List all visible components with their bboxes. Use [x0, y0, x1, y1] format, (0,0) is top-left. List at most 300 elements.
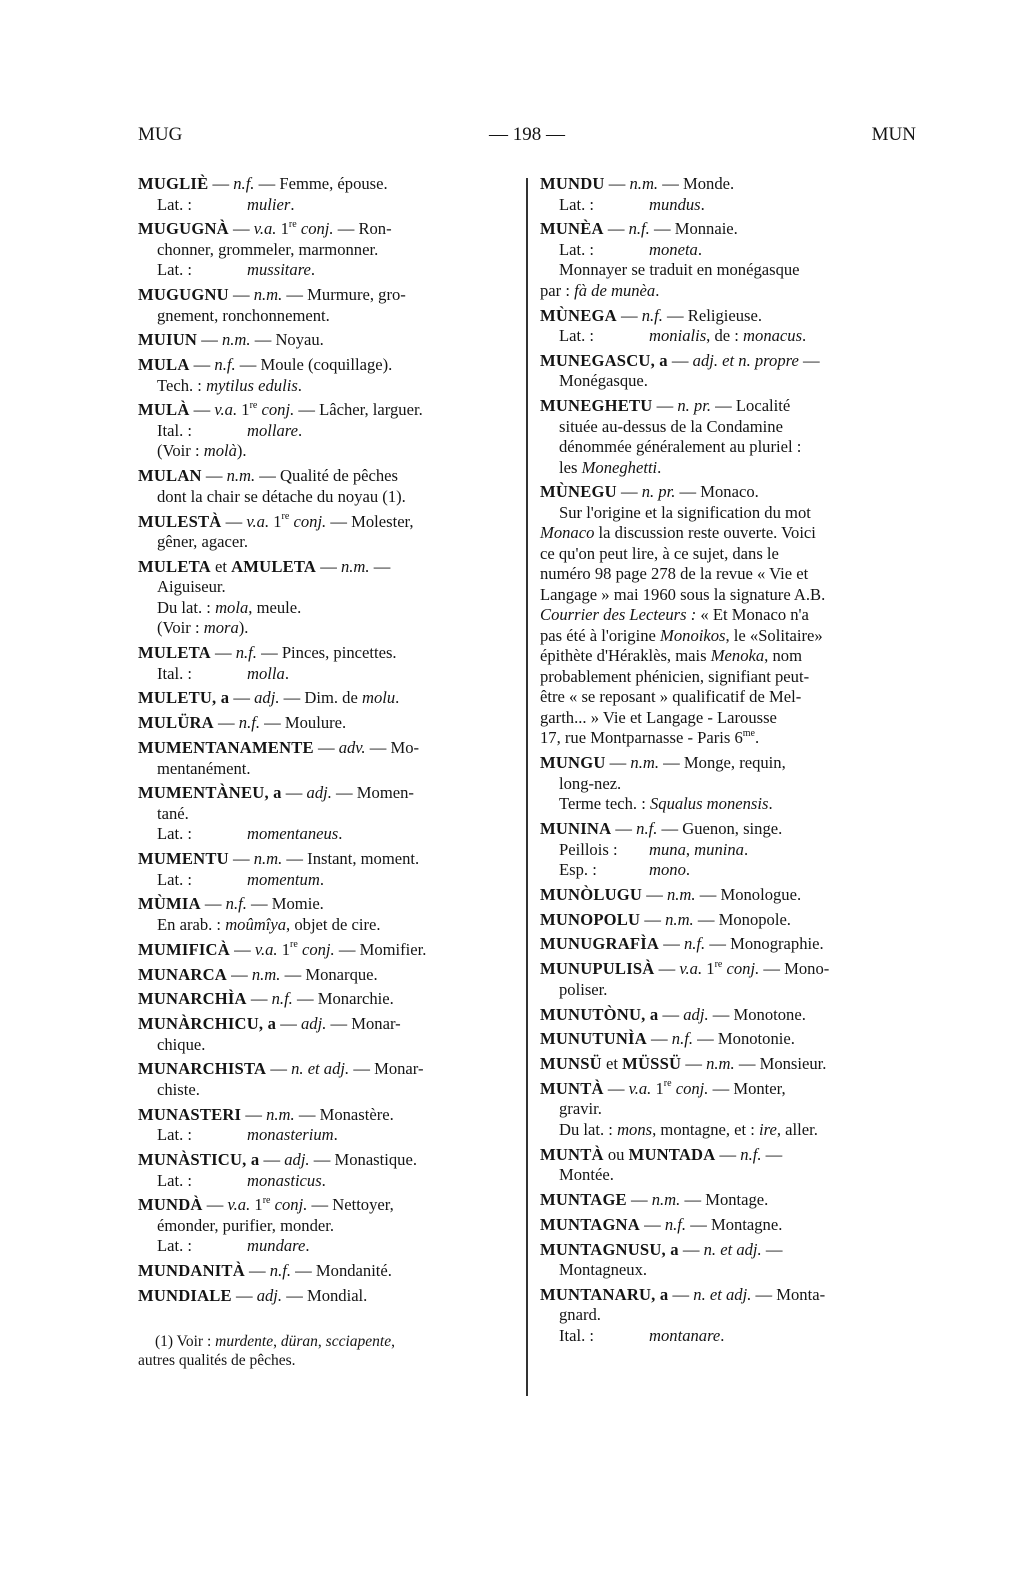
- text: — Montage.: [680, 1190, 769, 1210]
- text: 1: [250, 1195, 263, 1215]
- text: — Monarque.: [280, 964, 378, 984]
- headword: MUNASTERI: [138, 1104, 242, 1124]
- text: Terme tech. :: [559, 794, 650, 814]
- italic-text: adj.: [683, 1004, 709, 1024]
- headword: MUNTAGE: [540, 1190, 627, 1210]
- italic-text: adj.: [284, 1150, 310, 1170]
- source-label: Lat. :: [157, 1170, 193, 1190]
- superscript: re: [288, 218, 297, 230]
- text: — Monarchie.: [292, 989, 394, 1009]
- text: —: [667, 350, 693, 370]
- text: .: [768, 794, 773, 814]
- entry-note: [138, 195, 515, 216]
- text: —: [658, 1004, 684, 1024]
- source-label: Esp. :: [559, 860, 597, 880]
- text: chiste.: [157, 1079, 200, 1099]
- dictionary-entry: [138, 940, 515, 961]
- entry-note: [540, 860, 917, 881]
- entry-note: [138, 1125, 515, 1146]
- italic-text: muna: [649, 839, 686, 859]
- footnote: [138, 1332, 515, 1370]
- superscript: re: [249, 399, 258, 411]
- italic-text: Menoka: [710, 646, 765, 666]
- italic-text: n.f.: [269, 1261, 291, 1281]
- entry-headline: [138, 989, 515, 1010]
- entry-headline: [138, 330, 515, 351]
- source-label: Ital. :: [157, 663, 193, 683]
- entry-headline: [138, 1014, 515, 1035]
- entry-note: [138, 1171, 515, 1192]
- italic-text: mytilus edulis: [206, 375, 298, 395]
- source-label: Ital. :: [157, 420, 193, 440]
- text: — Moulure.: [259, 713, 347, 733]
- italic-text: conj.: [300, 219, 334, 239]
- text: , de :: [706, 326, 744, 346]
- dictionary-entry: [540, 910, 917, 931]
- dictionary-entry: [138, 174, 515, 215]
- text: —: [231, 1285, 257, 1305]
- entry-headline: [138, 400, 515, 421]
- text: —: [761, 1144, 783, 1164]
- text: chonner, grommeler, marmonner.: [157, 239, 379, 259]
- italic-text: n.f.: [235, 643, 257, 663]
- dictionary-entry: [138, 557, 515, 639]
- headword: MUIUN: [138, 330, 198, 350]
- entry-note: [138, 824, 515, 845]
- dictionary-entry: [138, 1286, 515, 1307]
- text: — Guenon, singe.: [657, 819, 783, 839]
- entry-headline: [138, 849, 515, 870]
- text: —: [681, 1054, 707, 1074]
- entry-headline: [540, 1215, 917, 1236]
- dictionary-entry: [138, 1261, 515, 1282]
- headword: MUGUGNU: [138, 285, 229, 305]
- entry-note: [540, 503, 917, 524]
- dictionary-entry: [138, 355, 515, 396]
- source-label: Lat. :: [157, 1125, 193, 1145]
- text: —: [640, 909, 666, 929]
- dictionary-entry: [138, 285, 515, 326]
- text: Montagneux.: [559, 1260, 648, 1280]
- italic-text: mundus: [649, 194, 701, 214]
- text: —: [611, 819, 637, 839]
- text: — Monopole.: [693, 909, 791, 929]
- italic-text: n.m.: [251, 964, 281, 984]
- headword: MUNINA: [540, 819, 612, 839]
- headword: MUMENTU: [138, 849, 229, 869]
- dictionary-entry: [540, 934, 917, 955]
- superscript: re: [663, 1078, 672, 1090]
- italic-text: adj.: [301, 1014, 327, 1034]
- entry-note: [138, 376, 515, 397]
- dictionary-entry: [138, 643, 515, 684]
- text: .: [743, 839, 749, 859]
- dictionary-entry: [540, 1215, 917, 1236]
- dictionary-entry: [138, 330, 515, 351]
- italic-text: mons: [617, 1119, 653, 1139]
- headword: MUGUGNÀ: [138, 219, 229, 239]
- text: tané.: [157, 803, 189, 823]
- text: ce qu'on peut lire, à ce sujet, dans le: [540, 543, 779, 563]
- italic-text: n.f.: [238, 713, 260, 733]
- entry-paragraph: [540, 646, 917, 667]
- entry-headline: [138, 894, 515, 915]
- italic-text: n.m.: [221, 330, 251, 350]
- text: ).: [236, 441, 247, 461]
- text: .: [657, 457, 662, 477]
- text: poliser.: [559, 979, 608, 999]
- headword: MUNEGHETU: [540, 396, 653, 416]
- headword: MUNDÀ: [138, 1195, 203, 1215]
- source-label: Lat. :: [157, 260, 193, 280]
- dictionary-entry: [540, 174, 917, 215]
- text: 1: [702, 959, 715, 979]
- italic-text: molu: [361, 688, 396, 708]
- entry-paragraph: [540, 687, 917, 708]
- text: — Dim. de: [279, 688, 362, 708]
- dictionary-entry: [138, 849, 515, 890]
- text: — Montagne.: [686, 1214, 783, 1234]
- text: — Monge, requin,: [659, 753, 786, 773]
- dictionary-entry: [138, 713, 515, 734]
- text: gnard.: [559, 1305, 601, 1325]
- entry-headline: [138, 512, 515, 533]
- dictionary-entry: [138, 512, 515, 553]
- headword: MUNÀSTICU, a: [138, 1150, 260, 1170]
- text: (1) Voir :: [155, 1333, 216, 1351]
- entry-headline: [540, 1145, 917, 1166]
- headword: MUNTAGNA: [540, 1214, 640, 1234]
- headword: MUGLIÈ: [138, 174, 209, 193]
- text: .: [700, 194, 705, 214]
- text: ,: [317, 1333, 326, 1351]
- italic-text: conj.: [301, 939, 335, 959]
- headword: MUNUGRAFÌA: [540, 934, 660, 954]
- text: les: [559, 457, 582, 477]
- text: — Mo-: [365, 738, 420, 758]
- text: —: [678, 1239, 704, 1259]
- entry-note: [540, 195, 917, 216]
- text: — Monastère.: [294, 1104, 394, 1124]
- italic-text: n.m.: [266, 1104, 295, 1124]
- text: — Moule (coquillage).: [235, 355, 393, 375]
- text: — Mono-: [759, 959, 830, 979]
- header-right-guideword: MUN: [871, 124, 916, 145]
- text: Monégasque.: [559, 371, 648, 391]
- italic-text: n.m.: [666, 884, 696, 904]
- entry-headline: [138, 643, 515, 664]
- text: —: [197, 330, 222, 350]
- text: —: [642, 884, 667, 904]
- entry-headline: [138, 1150, 515, 1171]
- text: 1: [269, 511, 282, 531]
- italic-text: v.a.: [254, 939, 278, 959]
- text: —: [652, 396, 678, 416]
- text: ,: [391, 1333, 395, 1351]
- dictionary-entry: [138, 894, 515, 935]
- text: —: [646, 1029, 672, 1049]
- superscript: re: [290, 939, 298, 951]
- text: —: [208, 174, 234, 193]
- entry-headline: [540, 819, 917, 840]
- entry-paragraph: [540, 667, 917, 688]
- italic-text: conj.: [261, 400, 295, 420]
- italic-text: montanare: [649, 1325, 721, 1345]
- text: garth... » Vie et Langage - Larousse: [540, 707, 777, 727]
- footnote-line: [138, 1332, 515, 1351]
- dictionary-entry: [138, 783, 515, 845]
- entry-paragraph: [540, 564, 917, 585]
- entry-note: [138, 421, 515, 442]
- entry-continuation: [138, 759, 515, 780]
- entry-continuation: [138, 240, 515, 261]
- text: dénommée généralement au pluriel :: [559, 437, 802, 457]
- entry-headline: [138, 355, 515, 376]
- dictionary-entry: [540, 1145, 917, 1186]
- headword: MUNUPULISÀ: [540, 959, 655, 979]
- text: émonder, purifier, monder.: [157, 1215, 334, 1235]
- text: —: [228, 285, 254, 305]
- text: , objet de cire.: [286, 914, 381, 934]
- entry-note: [138, 260, 515, 281]
- text: — Monotone.: [708, 1004, 806, 1024]
- entry-continuation: [138, 487, 515, 508]
- italic-text: mussitare: [247, 260, 311, 280]
- entry-headline: [138, 466, 515, 487]
- text: Langage » mai 1960 sous la signature A.B.: [540, 584, 826, 604]
- entry-headline: [540, 1190, 917, 1211]
- column-divider: [526, 178, 528, 1396]
- dictionary-entry: [540, 1285, 917, 1347]
- text: — Noyau.: [250, 330, 324, 350]
- italic-text: n.m.: [630, 753, 659, 773]
- text: ,: [273, 1333, 281, 1351]
- headword: AMULETA: [231, 556, 317, 576]
- italic-text: n.f.: [233, 174, 255, 193]
- entry-continuation: [540, 437, 917, 458]
- italic-text: mollare: [247, 420, 299, 440]
- text: — Instant, moment.: [282, 849, 420, 869]
- italic-text: fà de munèa: [574, 280, 656, 300]
- text: —: [616, 305, 642, 325]
- text: —: [213, 713, 239, 733]
- entry-headline: [540, 396, 917, 417]
- entry-continuation: [138, 804, 515, 825]
- text: .: [319, 869, 324, 889]
- entry-headline: [138, 1059, 515, 1080]
- text: , aller.: [776, 1119, 818, 1139]
- headword: MÜSSÜ: [622, 1054, 682, 1074]
- text: —: [276, 1014, 301, 1034]
- entry-paragraph: [540, 626, 917, 647]
- dictionary-entry: [540, 959, 917, 1000]
- headword: MULÀ: [138, 400, 190, 420]
- entry-headline: [540, 1285, 917, 1306]
- entry-headline: [540, 306, 917, 327]
- entry-headline: [540, 1240, 917, 1261]
- dictionary-entry: [540, 1190, 917, 1211]
- text: —: [202, 1195, 228, 1215]
- text: —: [259, 1150, 285, 1170]
- italic-text: v.a.: [246, 511, 270, 531]
- italic-text: mora: [203, 618, 239, 638]
- entry-headline: [138, 1105, 515, 1126]
- italic-text: moûmîya: [225, 914, 287, 934]
- text: — Monnaie.: [649, 219, 738, 239]
- text: .: [655, 280, 660, 300]
- text: Montée.: [559, 1165, 614, 1185]
- dictionary-entry: [138, 219, 515, 281]
- text: — Monaco.: [675, 482, 759, 502]
- text: 1: [651, 1078, 664, 1098]
- text: — Murmure, gro-: [282, 285, 406, 305]
- italic-text: n. et adj.: [703, 1239, 762, 1259]
- text: long-nez.: [559, 773, 622, 793]
- dictionary-entry: [540, 482, 917, 749]
- entry-continuation: [540, 980, 917, 1001]
- text: —: [313, 738, 339, 758]
- italic-text: n.f.: [271, 989, 293, 1009]
- headword: MULETA: [138, 556, 211, 576]
- italic-text: n.f.: [664, 1214, 687, 1234]
- text: —: [761, 1239, 783, 1259]
- text: — Monographie.: [705, 934, 824, 954]
- headword: MULETU, a: [138, 688, 230, 708]
- dictionary-entry: [138, 989, 515, 1010]
- dictionary-entry: [138, 1059, 515, 1100]
- headword: MUNSÜ: [540, 1054, 602, 1074]
- headword: MUNTAGNUSU, a: [540, 1239, 679, 1259]
- text: — Lâcher, larguer.: [294, 400, 423, 420]
- text: , montagne, et :: [652, 1119, 760, 1139]
- source-label: Lat. :: [157, 1236, 193, 1256]
- text: — Monotonie.: [693, 1029, 795, 1049]
- text: — Momie.: [246, 894, 324, 914]
- entry-note: [540, 240, 917, 261]
- headword: MÙNEGA: [540, 305, 617, 325]
- superscript: re: [714, 958, 723, 970]
- text: —: [316, 556, 341, 576]
- entry-continuation: [540, 1305, 917, 1326]
- entry-continuation: [540, 417, 917, 438]
- text: (Voir :: [157, 618, 204, 638]
- dictionary-entry: [540, 219, 917, 301]
- headword: MUNUTÒNU, a: [540, 1004, 659, 1024]
- text: .: [284, 663, 289, 683]
- text: pas été à l'origine: [540, 625, 661, 645]
- headword: MUNÒLUGU: [540, 884, 643, 904]
- text: —: [605, 753, 631, 773]
- headword: MUNTADA: [628, 1144, 716, 1164]
- italic-text: v.a.: [253, 219, 277, 239]
- italic-text: n.f.: [628, 219, 650, 239]
- text: — Monsieur.: [734, 1054, 827, 1074]
- italic-text: mono: [649, 860, 686, 880]
- headword: MUNARCHÌA: [138, 989, 247, 1009]
- dictionary-entry: [138, 1195, 515, 1257]
- italic-text: monialis: [649, 326, 707, 346]
- entry-continuation: [540, 1260, 917, 1281]
- italic-text: n.m.: [253, 849, 283, 869]
- text: .: [297, 375, 302, 395]
- headword: MUMENTÀNEU, a: [138, 783, 282, 803]
- entry-headline: [540, 1079, 917, 1100]
- text: ou: [603, 1144, 629, 1164]
- dictionary-entry: [540, 351, 917, 392]
- entry-headline: [540, 1029, 917, 1050]
- headword: MULAN: [138, 466, 202, 486]
- italic-text: murdente: [215, 1333, 274, 1351]
- italic-text: n.m.: [253, 285, 283, 305]
- text: — Femme, épouse.: [254, 174, 388, 193]
- italic-text: n. et adj.: [291, 1059, 350, 1079]
- text: ,: [685, 839, 695, 859]
- text: gravir.: [559, 1099, 602, 1119]
- italic-text: n.f.: [636, 819, 658, 839]
- source-label: Peillois :: [559, 839, 618, 859]
- entry-headline: [138, 713, 515, 734]
- headword: MUNARCHISTA: [138, 1059, 267, 1079]
- text: —: [228, 219, 254, 239]
- text: probablement phénicien, signifiant peut-: [540, 666, 810, 686]
- entry-headline: [540, 910, 917, 931]
- italic-text: conj.: [726, 959, 760, 979]
- entry-note: [138, 664, 515, 685]
- text: située au-dessus de la Condamine: [559, 416, 783, 436]
- source-label: Lat. :: [559, 239, 595, 259]
- headword: MUNTANARU, a: [540, 1284, 669, 1304]
- text: — Momifier.: [334, 939, 427, 959]
- text: —: [603, 1078, 629, 1098]
- source-label: Ital. :: [559, 1325, 595, 1345]
- footnote-line: [138, 1351, 515, 1370]
- text: —: [626, 1190, 652, 1210]
- text: 1: [237, 400, 250, 420]
- text: .: [290, 194, 295, 214]
- entry-note: [138, 1236, 515, 1257]
- italic-text: n.m.: [706, 1054, 735, 1074]
- text: Tech. :: [157, 375, 207, 395]
- entry-continuation: [138, 306, 515, 327]
- entry-note: [138, 618, 515, 639]
- headword: MUNOPOLU: [540, 909, 641, 929]
- text: .: [305, 1236, 310, 1256]
- italic-text: n.m.: [340, 556, 370, 576]
- entry-continuation: [540, 458, 917, 479]
- text: — Qualité de pêches: [255, 466, 398, 486]
- text: — Monar-: [349, 1059, 424, 1079]
- entry-note: [540, 794, 917, 815]
- entry-headline: [138, 285, 515, 306]
- entry-continuation: [540, 1165, 917, 1186]
- dictionary-entry: [540, 1079, 917, 1141]
- text: —: [189, 355, 215, 375]
- text: numéro 98 page 278 de la revue « Vie et: [540, 564, 809, 584]
- source-label: Lat. :: [559, 326, 595, 346]
- italic-text: scciapente: [325, 1333, 392, 1351]
- text: .: [697, 239, 703, 259]
- headword: MUMENTANAMENTE: [138, 738, 314, 758]
- italic-text: munina: [694, 839, 744, 859]
- text: —: [210, 643, 236, 663]
- text: — Pinces, pincettes.: [256, 643, 397, 663]
- entry-note: [540, 1326, 917, 1347]
- dictionary-entry: [540, 1029, 917, 1050]
- entry-headline: [540, 174, 917, 195]
- italic-text: adj.: [254, 688, 280, 708]
- italic-text: momentaneus: [247, 824, 339, 844]
- text: Monnayer se traduit en monégasque: [559, 260, 800, 280]
